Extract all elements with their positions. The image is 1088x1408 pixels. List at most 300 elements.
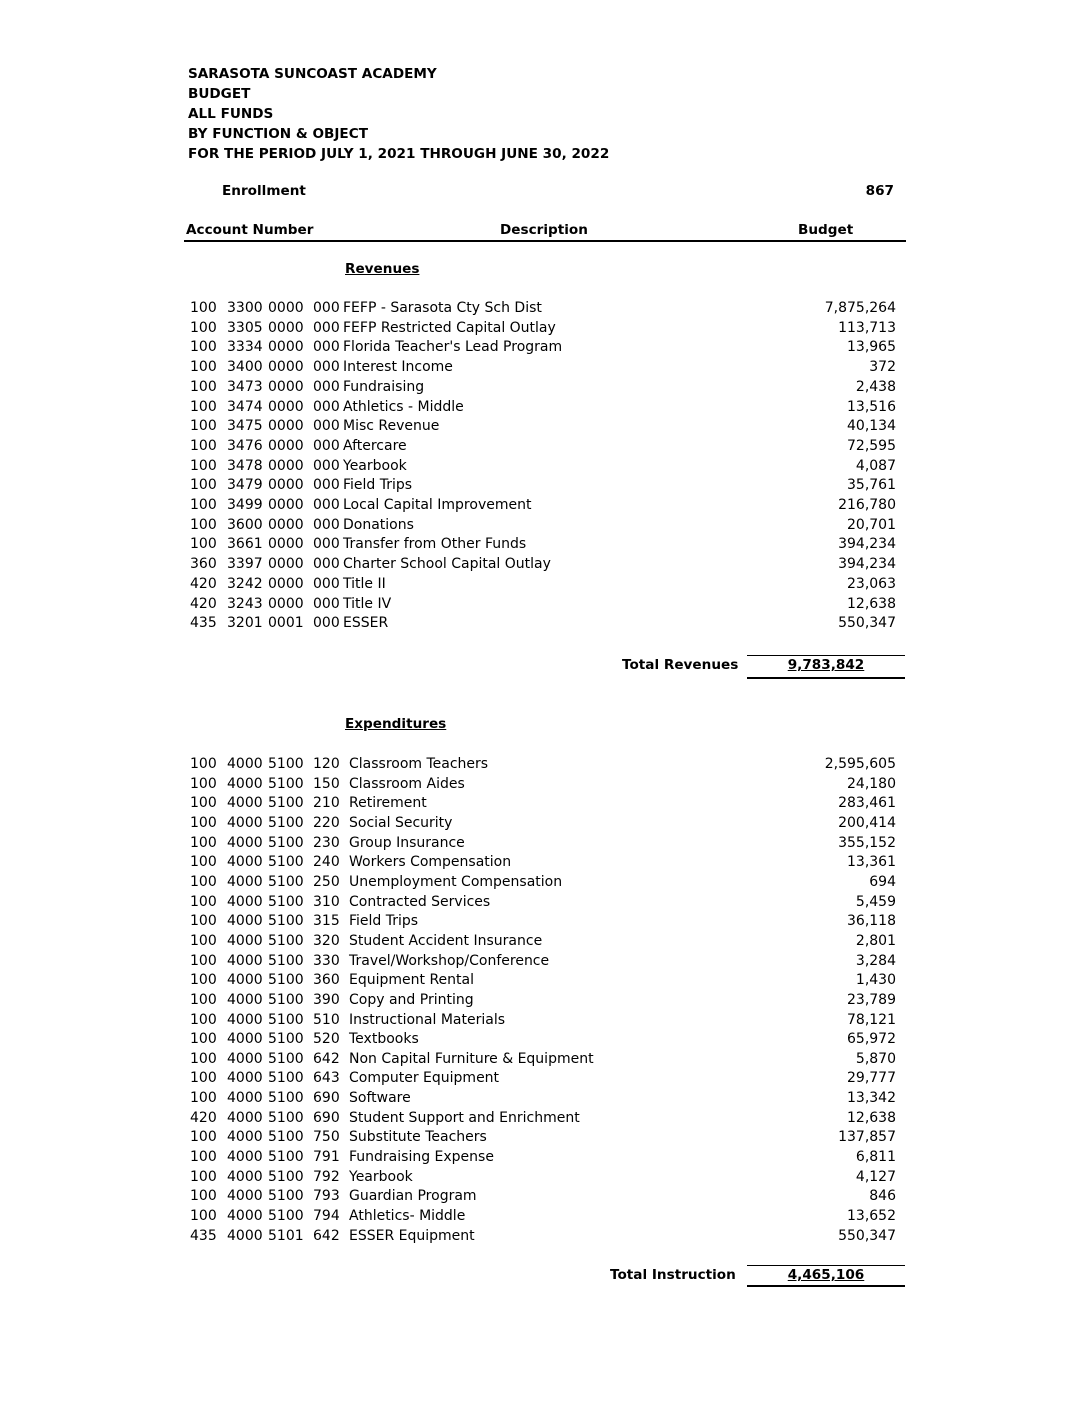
object-code: 5100	[268, 1149, 304, 1165]
subobject-code: 791	[313, 1149, 340, 1165]
function-code: 3479	[227, 477, 263, 494]
fund-code: 100	[190, 497, 217, 513]
line-amount: 2,438	[855, 378, 896, 395]
line-description: Workers Compensation	[349, 854, 512, 871]
line-description: Yearbook	[343, 457, 407, 474]
object-code: 5100	[268, 1129, 304, 1146]
line-amount: 550,347	[838, 1227, 896, 1244]
budget-line-row	[190, 338, 896, 358]
budget-line-row	[190, 1011, 896, 1031]
enrollment-value: 867	[865, 183, 894, 199]
budget-line-row	[190, 1128, 896, 1148]
line-description: Charter School Capital Outlay	[343, 556, 551, 573]
line-description: FEFP Restricted Capital Outlay	[343, 319, 556, 336]
object-code: 5100	[268, 873, 304, 890]
function-code: 4000	[227, 1227, 263, 1244]
budget-line-row	[190, 932, 896, 952]
line-description: FEFP - Sarasota Cty Sch Dist	[343, 300, 542, 316]
subobject-code: 220	[313, 815, 340, 831]
line-amount: 113,713	[838, 319, 896, 336]
budget-line-row	[190, 873, 896, 893]
header-divider	[184, 240, 906, 242]
subobject-code: 000	[313, 615, 340, 632]
object-code: 5100	[268, 991, 304, 1008]
fund-code: 100	[190, 991, 217, 1008]
line-description: Substitute Teachers	[349, 1129, 487, 1146]
object-code: 0000	[268, 398, 304, 415]
fund-code: 100	[190, 1208, 217, 1224]
function-code: 3305	[227, 319, 263, 336]
line-description: Athletics- Middle	[349, 1208, 466, 1224]
total-revenues-label: Total Revenues	[622, 657, 739, 673]
line-description: Non Capital Furniture & Equipment	[349, 1050, 594, 1067]
fund-code: 100	[190, 1129, 217, 1146]
fund-code: 100	[190, 893, 217, 910]
fund-code: 100	[190, 477, 217, 494]
column-header-account: Account Number	[186, 222, 314, 238]
line-description: Misc Revenue	[343, 418, 440, 435]
line-description: Local Capital Improvement	[343, 497, 532, 513]
line-description: Instructional Materials	[349, 1011, 506, 1028]
line-description: Transfer from Other Funds	[343, 536, 527, 553]
fund-code: 100	[190, 536, 217, 553]
budget-line-row	[190, 476, 896, 496]
function-code: 3475	[227, 418, 263, 435]
object-code: 5100	[268, 815, 304, 831]
function-code: 3300	[227, 300, 263, 316]
subobject-code: 320	[313, 932, 340, 949]
fund-code: 100	[190, 418, 217, 435]
budget-line-row	[190, 991, 896, 1011]
budget-line-row	[190, 893, 896, 913]
function-code: 3499	[227, 497, 263, 513]
line-description: Social Security	[349, 815, 453, 831]
function-code: 4000	[227, 1031, 263, 1048]
section-title-revenues: Revenues	[345, 261, 420, 277]
line-description: Donations	[343, 516, 414, 533]
object-code: 5100	[268, 756, 304, 772]
budget-line-row	[190, 319, 896, 339]
section-title-expenditures: Expenditures	[345, 716, 447, 732]
object-code: 5100	[268, 893, 304, 910]
line-description: Equipment Rental	[349, 972, 474, 989]
subobject-code: 000	[313, 300, 340, 316]
budget-line-row	[190, 1030, 896, 1050]
line-description: Contracted Services	[349, 893, 491, 910]
budget-line-row	[190, 755, 896, 775]
line-amount: 23,063	[847, 575, 896, 592]
line-description: Interest Income	[343, 359, 453, 376]
budget-line-row	[190, 417, 896, 437]
object-code: 5100	[268, 1168, 304, 1185]
budget-line-row	[190, 1089, 896, 1109]
function-code: 3243	[227, 595, 263, 612]
fund-code: 100	[190, 398, 217, 415]
line-description: Title IV	[343, 595, 392, 612]
object-code: 5100	[268, 932, 304, 949]
line-amount: 13,965	[847, 339, 896, 356]
line-amount: 4,127	[855, 1168, 896, 1185]
subobject-code: 000	[313, 339, 340, 356]
fund-code: 100	[190, 339, 217, 356]
line-description: Florida Teacher's Lead Program	[343, 339, 563, 356]
line-amount: 36,118	[847, 913, 896, 930]
subobject-code: 000	[313, 359, 340, 376]
subobject-code: 793	[313, 1188, 340, 1205]
line-description: Unemployment Compensation	[349, 873, 563, 890]
subobject-code: 000	[313, 319, 340, 336]
report-title-funds: ALL FUNDS	[188, 106, 274, 122]
budget-line-row	[190, 437, 896, 457]
subobject-code: 250	[313, 873, 340, 890]
line-amount: 72,595	[847, 437, 896, 454]
line-description: Student Accident Insurance	[349, 932, 543, 949]
report-title-school: SARASOTA SUNCOAST ACADEMY	[188, 66, 437, 82]
object-code: 5100	[268, 1050, 304, 1067]
function-code: 4000	[227, 1129, 263, 1146]
subobject-code: 210	[313, 795, 340, 812]
subobject-code: 642	[313, 1227, 340, 1244]
total-revenues-value: 9,783,842	[787, 657, 865, 673]
budget-line-row	[190, 398, 896, 418]
line-amount: 65,972	[847, 1031, 896, 1048]
line-amount: 40,134	[847, 418, 896, 435]
line-description: Field Trips	[349, 913, 419, 930]
object-code: 5100	[268, 1188, 304, 1205]
function-code: 3334	[227, 339, 263, 356]
budget-line-row	[190, 535, 896, 555]
column-header-budget: Budget	[798, 222, 854, 238]
object-code: 0000	[268, 359, 304, 376]
fund-code: 100	[190, 834, 217, 851]
line-description: Copy and Printing	[349, 991, 474, 1008]
line-amount: 12,638	[847, 595, 896, 612]
fund-code: 100	[190, 854, 217, 871]
object-code: 5100	[268, 854, 304, 871]
budget-line-row	[190, 1187, 896, 1207]
line-description: Field Trips	[343, 477, 413, 494]
function-code: 4000	[227, 913, 263, 930]
line-amount: 5,459	[855, 893, 896, 910]
fund-code: 100	[190, 1168, 217, 1185]
fund-code: 100	[190, 457, 217, 474]
line-description: Retirement	[349, 795, 427, 812]
budget-line-row	[190, 496, 896, 516]
budget-line-row	[190, 595, 896, 615]
function-code: 4000	[227, 756, 263, 772]
budget-line-row	[190, 775, 896, 795]
object-code: 0001	[268, 615, 304, 632]
budget-line-row	[190, 1069, 896, 1089]
function-code: 3397	[227, 556, 263, 573]
object-code: 5100	[268, 1070, 304, 1087]
fund-code: 100	[190, 1070, 217, 1087]
subobject-code: 000	[313, 398, 340, 415]
subobject-code: 000	[313, 477, 340, 494]
line-amount: 29,777	[847, 1070, 896, 1087]
function-code: 4000	[227, 893, 263, 910]
line-amount: 78,121	[847, 1011, 896, 1028]
object-code: 5100	[268, 913, 304, 930]
function-code: 3473	[227, 378, 263, 395]
object-code: 5100	[268, 795, 304, 812]
object-code: 0000	[268, 536, 304, 553]
object-code: 0000	[268, 339, 304, 356]
budget-line-row	[190, 516, 896, 536]
subobject-code: 000	[313, 575, 340, 592]
function-code: 4000	[227, 1090, 263, 1106]
function-code: 4000	[227, 972, 263, 989]
object-code: 0000	[268, 457, 304, 474]
subobject-code: 000	[313, 595, 340, 612]
enrollment-label: Enrollment	[222, 183, 306, 199]
total-revenues-bottom-rule	[747, 677, 905, 679]
function-code: 3400	[227, 359, 263, 376]
subobject-code: 390	[313, 991, 340, 1008]
object-code: 0000	[268, 477, 304, 494]
line-description: Computer Equipment	[349, 1070, 500, 1087]
subobject-code: 000	[313, 536, 340, 553]
subobject-code: 643	[313, 1070, 340, 1087]
line-amount: 694	[869, 873, 896, 890]
function-code: 4000	[227, 1168, 263, 1185]
line-amount: 13,516	[847, 398, 896, 415]
budget-line-row	[190, 555, 896, 575]
line-description: ESSER	[343, 615, 389, 632]
total-instruction-top-rule	[747, 1265, 905, 1266]
function-code: 3201	[227, 615, 263, 632]
report-title-grouping: BY FUNCTION & OBJECT	[188, 126, 368, 142]
function-code: 3242	[227, 575, 263, 592]
line-amount: 20,701	[847, 516, 896, 533]
fund-code: 100	[190, 1050, 217, 1067]
function-code: 4000	[227, 952, 263, 969]
function-code: 4000	[227, 1109, 263, 1126]
subobject-code: 794	[313, 1208, 340, 1224]
total-instruction-bottom-rule	[747, 1285, 905, 1287]
object-code: 5101	[268, 1227, 304, 1244]
object-code: 0000	[268, 595, 304, 612]
line-amount: 1,430	[855, 972, 896, 989]
fund-code: 100	[190, 972, 217, 989]
subobject-code: 120	[313, 756, 340, 772]
fund-code: 100	[190, 952, 217, 969]
line-description: Title II	[343, 575, 386, 592]
function-code: 3474	[227, 398, 263, 415]
subobject-code: 000	[313, 457, 340, 474]
line-amount: 13,652	[847, 1208, 896, 1224]
line-amount: 4,087	[855, 457, 896, 474]
fund-code: 100	[190, 1090, 217, 1106]
fund-code: 420	[190, 575, 217, 592]
fund-code: 100	[190, 932, 217, 949]
function-code: 3478	[227, 457, 263, 474]
fund-code: 100	[190, 1031, 217, 1048]
subobject-code: 000	[313, 497, 340, 513]
subobject-code: 000	[313, 437, 340, 454]
fund-code: 100	[190, 300, 217, 316]
object-code: 0000	[268, 437, 304, 454]
fund-code: 100	[190, 516, 217, 533]
line-description: Aftercare	[343, 437, 407, 454]
line-description: Textbooks	[349, 1031, 419, 1048]
line-description: Group Insurance	[349, 834, 465, 851]
line-description: Yearbook	[349, 1168, 413, 1185]
budget-line-row	[190, 358, 896, 378]
object-code: 5100	[268, 972, 304, 989]
function-code: 4000	[227, 775, 263, 792]
function-code: 4000	[227, 932, 263, 949]
budget-line-row	[190, 814, 896, 834]
subobject-code: 792	[313, 1168, 340, 1185]
fund-code: 100	[190, 359, 217, 376]
line-amount: 24,180	[847, 775, 896, 792]
object-code: 0000	[268, 418, 304, 435]
function-code: 4000	[227, 1208, 263, 1224]
line-description: Classroom Teachers	[349, 756, 489, 772]
budget-line-row	[190, 1050, 896, 1070]
budget-line-row	[190, 1227, 896, 1247]
function-code: 4000	[227, 1188, 263, 1205]
fund-code: 360	[190, 556, 217, 573]
line-amount: 394,234	[838, 556, 896, 573]
function-code: 3661	[227, 536, 263, 553]
function-code: 4000	[227, 1070, 263, 1087]
budget-line-row	[190, 971, 896, 991]
object-code: 0000	[268, 575, 304, 592]
budget-line-row	[190, 457, 896, 477]
line-description: ESSER Equipment	[349, 1227, 475, 1244]
object-code: 0000	[268, 556, 304, 573]
line-amount: 6,811	[855, 1149, 896, 1165]
fund-code: 100	[190, 815, 217, 831]
line-amount: 35,761	[847, 477, 896, 494]
subobject-code: 000	[313, 418, 340, 435]
subobject-code: 690	[313, 1109, 340, 1126]
fund-code: 100	[190, 1011, 217, 1028]
object-code: 0000	[268, 516, 304, 533]
subobject-code: 510	[313, 1011, 340, 1028]
fund-code: 100	[190, 437, 217, 454]
function-code: 4000	[227, 834, 263, 851]
line-description: Guardian Program	[349, 1188, 477, 1205]
line-amount: 2,595,605	[824, 756, 896, 772]
budget-line-row	[190, 912, 896, 932]
line-amount: 23,789	[847, 991, 896, 1008]
function-code: 3476	[227, 437, 263, 454]
function-code: 4000	[227, 873, 263, 890]
line-description: Student Support and Enrichment	[349, 1109, 580, 1126]
subobject-code: 750	[313, 1129, 340, 1146]
budget-line-row	[190, 575, 896, 595]
function-code: 4000	[227, 795, 263, 812]
budget-line-row	[190, 378, 896, 398]
function-code: 4000	[227, 1011, 263, 1028]
object-code: 0000	[268, 300, 304, 316]
subobject-code: 315	[313, 913, 340, 930]
subobject-code: 310	[313, 893, 340, 910]
function-code: 4000	[227, 1050, 263, 1067]
budget-line-row	[190, 1109, 896, 1129]
subobject-code: 000	[313, 378, 340, 395]
subobject-code: 230	[313, 834, 340, 851]
object-code: 5100	[268, 1109, 304, 1126]
fund-code: 100	[190, 1188, 217, 1205]
object-code: 0000	[268, 497, 304, 513]
budget-line-row	[190, 794, 896, 814]
line-amount: 216,780	[838, 497, 896, 513]
budget-line-row	[190, 1168, 896, 1188]
fund-code: 100	[190, 756, 217, 772]
line-description: Fundraising	[343, 378, 425, 395]
object-code: 0000	[268, 319, 304, 336]
fund-code: 100	[190, 795, 217, 812]
total-instruction-value: 4,465,106	[787, 1267, 865, 1283]
fund-code: 435	[190, 615, 217, 632]
report-title-period: FOR THE PERIOD JULY 1, 2021 THROUGH JUNE 30, 2022	[188, 146, 610, 162]
line-description: Classroom Aides	[349, 775, 465, 792]
budget-line-row	[190, 1148, 896, 1168]
line-description: Software	[349, 1090, 411, 1106]
line-amount: 13,342	[847, 1090, 896, 1106]
fund-code: 100	[190, 319, 217, 336]
subobject-code: 240	[313, 854, 340, 871]
line-amount: 2,801	[855, 932, 896, 949]
object-code: 0000	[268, 378, 304, 395]
function-code: 4000	[227, 991, 263, 1008]
fund-code: 100	[190, 913, 217, 930]
column-header-description: Description	[500, 222, 588, 238]
function-code: 4000	[227, 815, 263, 831]
subobject-code: 330	[313, 952, 340, 969]
object-code: 5100	[268, 775, 304, 792]
line-amount: 12,638	[847, 1109, 896, 1126]
line-amount: 13,361	[847, 854, 896, 871]
fund-code: 100	[190, 873, 217, 890]
total-revenues-top-rule	[747, 655, 905, 656]
subobject-code: 360	[313, 972, 340, 989]
fund-code: 420	[190, 1109, 217, 1126]
fund-code: 100	[190, 1149, 217, 1165]
line-description: Fundraising Expense	[349, 1149, 494, 1165]
budget-line-row	[190, 614, 896, 634]
line-description: Athletics - Middle	[343, 398, 464, 415]
budget-line-row	[190, 952, 896, 972]
fund-code: 100	[190, 378, 217, 395]
line-amount: 550,347	[838, 615, 896, 632]
line-description: Travel/Workshop/Conference	[349, 952, 550, 969]
budget-line-row	[190, 834, 896, 854]
fund-code: 435	[190, 1227, 217, 1244]
line-amount: 7,875,264	[824, 300, 896, 316]
function-code: 4000	[227, 854, 263, 871]
object-code: 5100	[268, 1011, 304, 1028]
total-instruction-label: Total Instruction	[610, 1267, 736, 1283]
line-amount: 3,284	[855, 952, 896, 969]
fund-code: 420	[190, 595, 217, 612]
report-title-budget: BUDGET	[188, 86, 251, 102]
line-amount: 846	[869, 1188, 896, 1205]
line-amount: 137,857	[838, 1129, 896, 1146]
fund-code: 100	[190, 775, 217, 792]
budget-line-row	[190, 299, 896, 319]
subobject-code: 520	[313, 1031, 340, 1048]
line-amount: 283,461	[838, 795, 896, 812]
object-code: 5100	[268, 952, 304, 969]
function-code: 4000	[227, 1149, 263, 1165]
object-code: 5100	[268, 1090, 304, 1106]
budget-line-row	[190, 1207, 896, 1227]
